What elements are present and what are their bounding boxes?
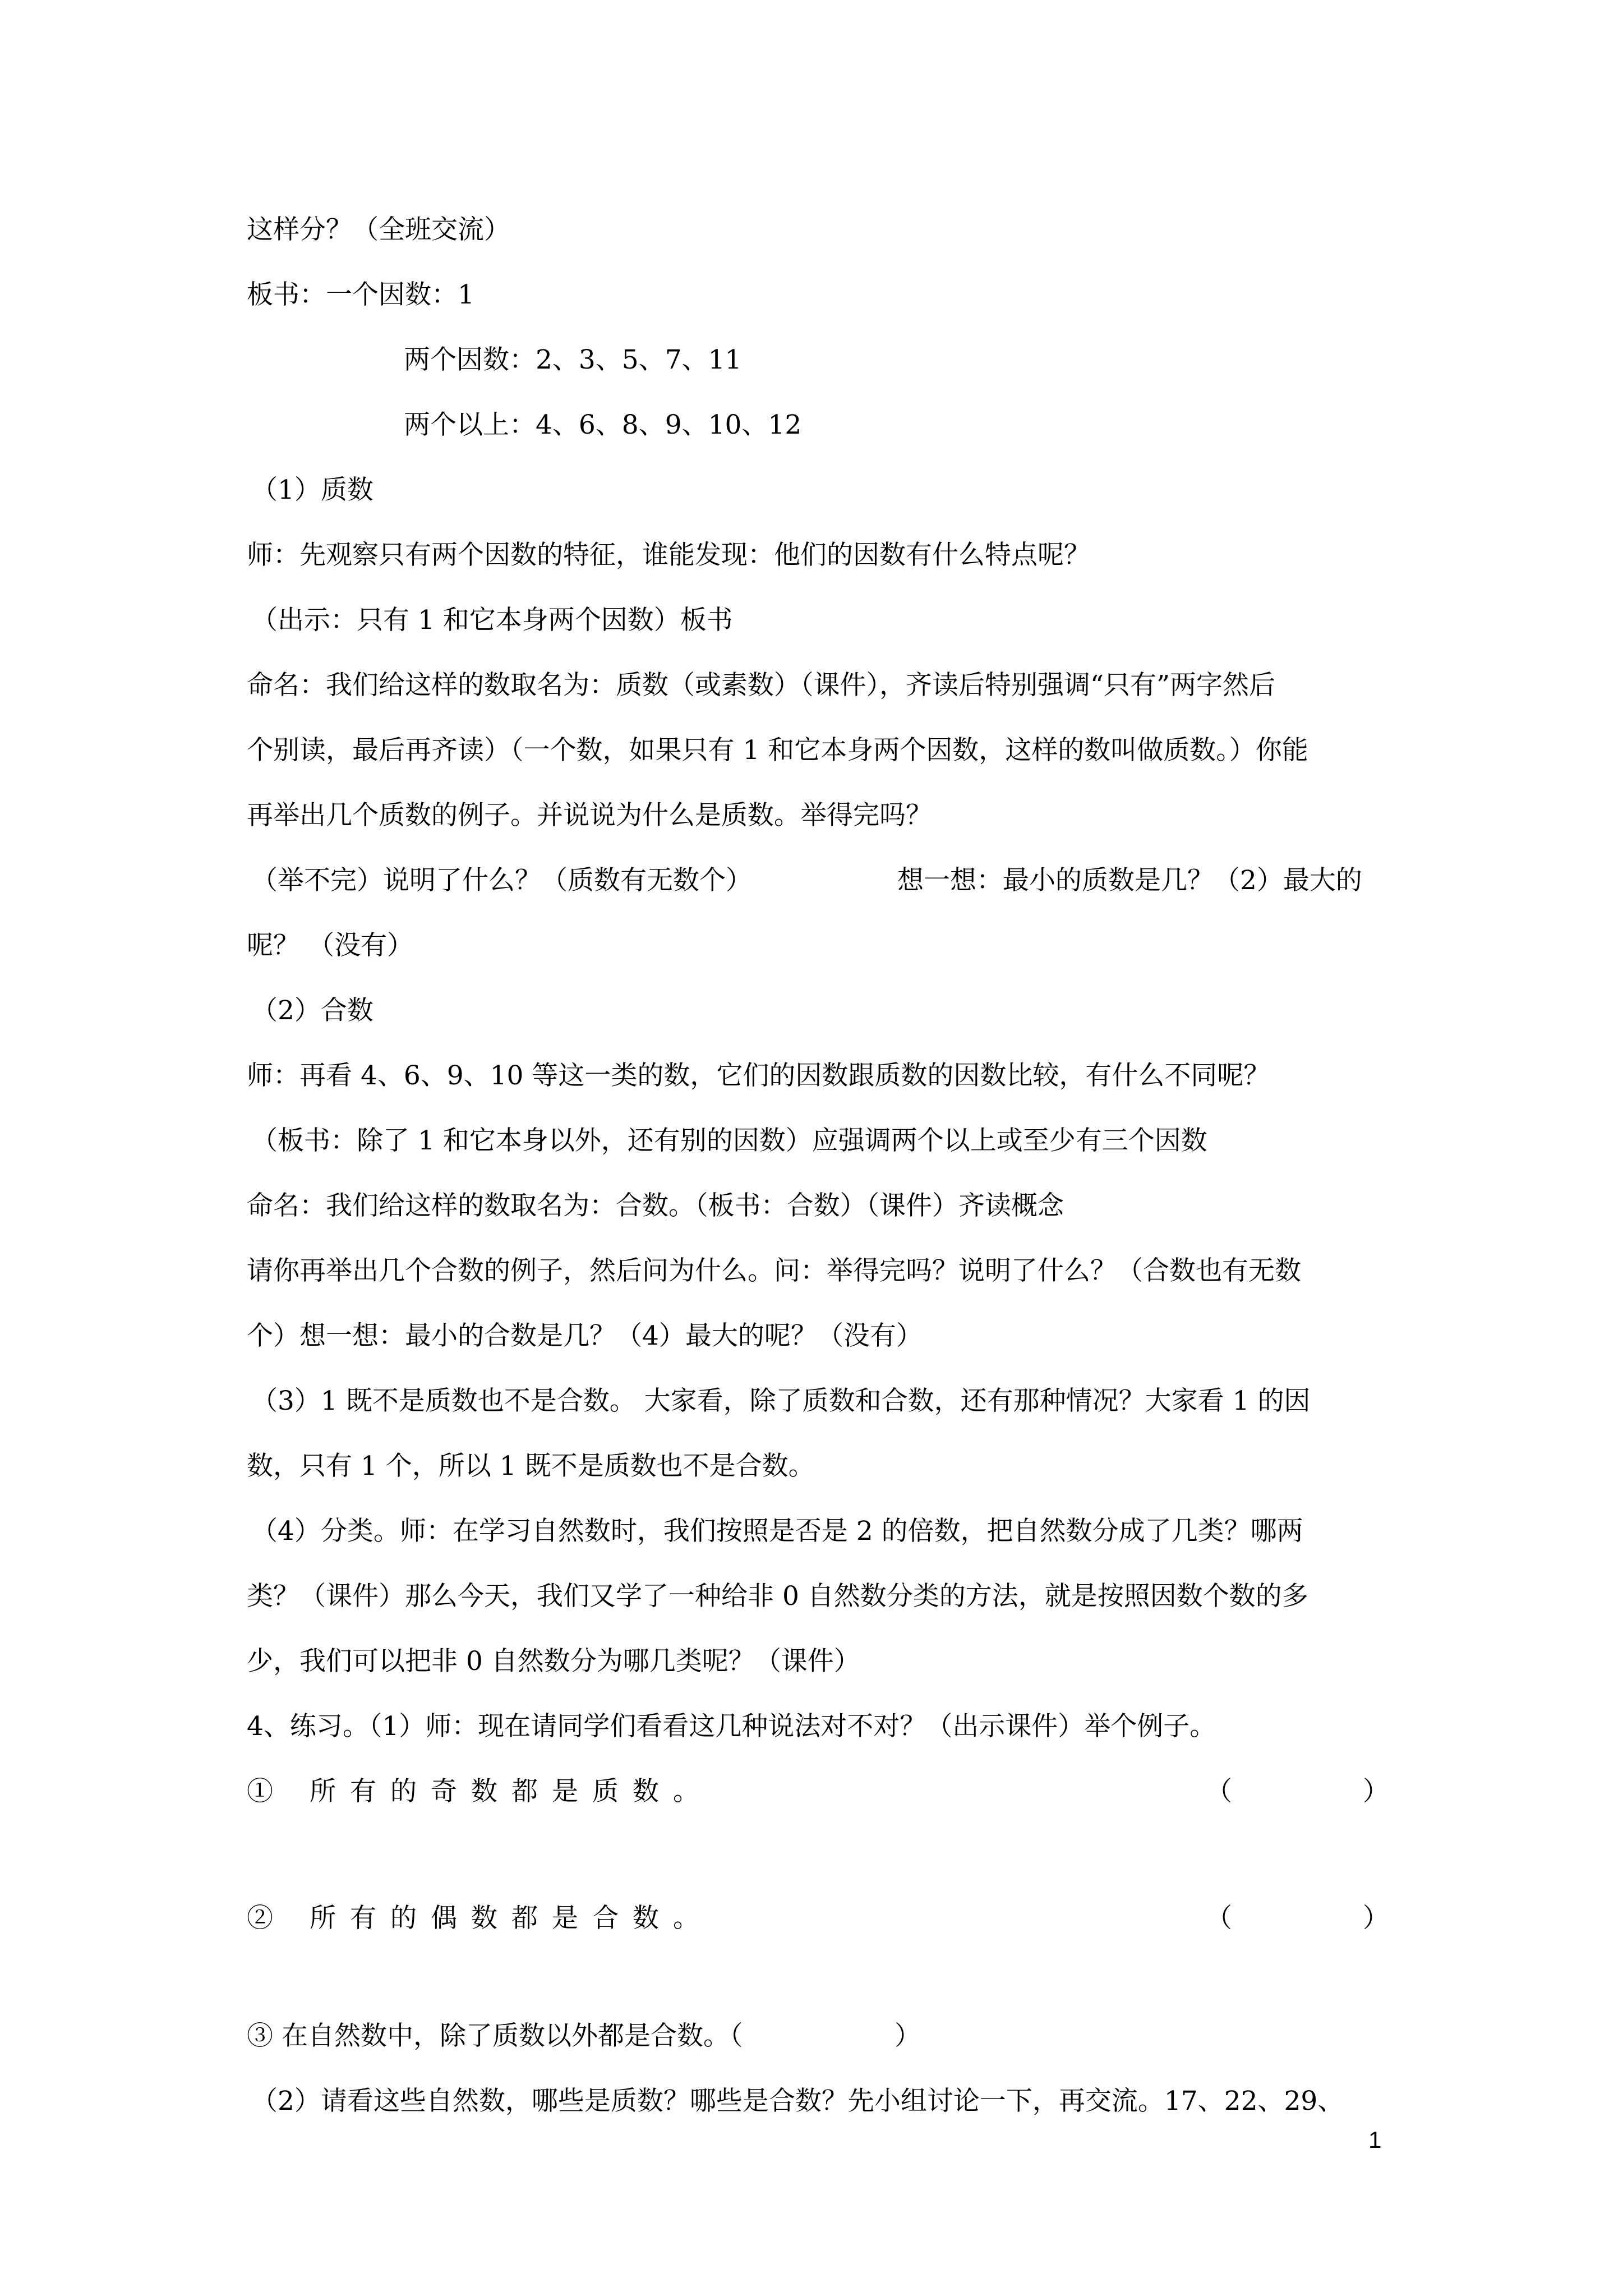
text-line: 4、练习。（1）师：现在请同学们看看这几种说法对不对？（出示课件）举个例子。 — [247, 1711, 1216, 1742]
text-line: 呢？ （没有） — [247, 930, 413, 961]
text-line: 个别读，最后再齐读）（一个数，如果只有 1 和它本身两个因数，这样的数叫做质数。）你能 — [247, 735, 1308, 766]
text-line: 这样分？（全班交流） — [247, 214, 510, 245]
text-line: 师：再看 4、6、9、10 等这一类的数，它们的因数跟质数的因数比较，有什么不同呢？ — [247, 1060, 1270, 1091]
text-line: （2）请看这些自然数，哪些是质数？哪些是合数？先小组讨论一下，再交流。17、22、29、 — [251, 2086, 1344, 2116]
text-line: 再举出几个质数的例子。并说说为什么是质数。举得完吗？ — [247, 800, 932, 831]
exercise-item-2: ② 所有的偶数都是合数。 — [247, 1903, 713, 1934]
text-line: 师：先观察只有两个因数的特征，谁能发现：他们的因数有什么特点呢？ — [247, 540, 1090, 570]
text-line: 请你再举出几个合数的例子，然后问为什么。问：举得完吗？说明了什么？（合数也有无数 — [247, 1255, 1301, 1286]
text-line: （板书：除了 1 和它本身以外，还有别的因数）应强调两个以上或至少有三个因数 — [251, 1125, 1207, 1156]
page-number: 1 — [1368, 2127, 1382, 2153]
answer-paren-open: （ — [1206, 1776, 1232, 1807]
text-line: 命名：我们给这样的数取名为：质数（或素数）（课件），齐读后特别强调“只有”两字然后 — [247, 670, 1276, 701]
text-line: 少，我们可以把非 0 自然数分为哪几类呢？（课件） — [247, 1646, 860, 1677]
text-line: 类？（课件）那么今天，我们又学了一种给非 0 自然数分类的方法，就是按照因数个数的多 — [247, 1581, 1308, 1612]
section-heading: （2）合数 — [251, 995, 374, 1026]
answer-paren-close: ） — [1363, 1903, 1389, 1934]
exercise-item-1: ① 所有的奇数都是质数。 — [247, 1776, 713, 1807]
text-line: （3）1 既不是质数也不是合数。 大家看，除了质数和合数，还有那种情况？大家看 1 的因 — [251, 1386, 1311, 1416]
text-line: （4）分类。师：在学习自然数时，我们按照是否是 2 的倍数，把自然数分成了几类？哪两 — [251, 1516, 1303, 1547]
answer-paren-open: （ — [1206, 1903, 1232, 1934]
text-line: 两个以上：4、6、8、9、10、12 — [404, 409, 802, 440]
text-line: 个）想一想：最小的合数是几？（4）最大的呢？（没有） — [247, 1320, 923, 1351]
answer-paren-close: ） — [1363, 1776, 1389, 1807]
text-line: 数，只有 1 个，所以 1 既不是质数也不是合数。 — [247, 1451, 815, 1481]
exercise-item-3: ③ 在自然数中，除了质数以外都是合数。（ — [247, 2021, 743, 2051]
text-line: （出示：只有 1 和它本身两个因数）板书 — [251, 605, 733, 636]
text-line: 想一想：最小的质数是几？（2）最大的 — [897, 865, 1362, 896]
text-line: 两个因数：2、3、5、7、11 — [404, 344, 742, 375]
text-line: 命名：我们给这样的数取名为：合数。（板书：合数）（课件）齐读概念 — [247, 1190, 1064, 1221]
text-line: 板书：一个因数：1 — [247, 279, 474, 310]
text-line: （举不完）说明了什么？（质数有无数个） — [251, 865, 752, 896]
section-heading: （1）质数 — [251, 475, 374, 505]
answer-paren-close: ） — [895, 2021, 921, 2051]
